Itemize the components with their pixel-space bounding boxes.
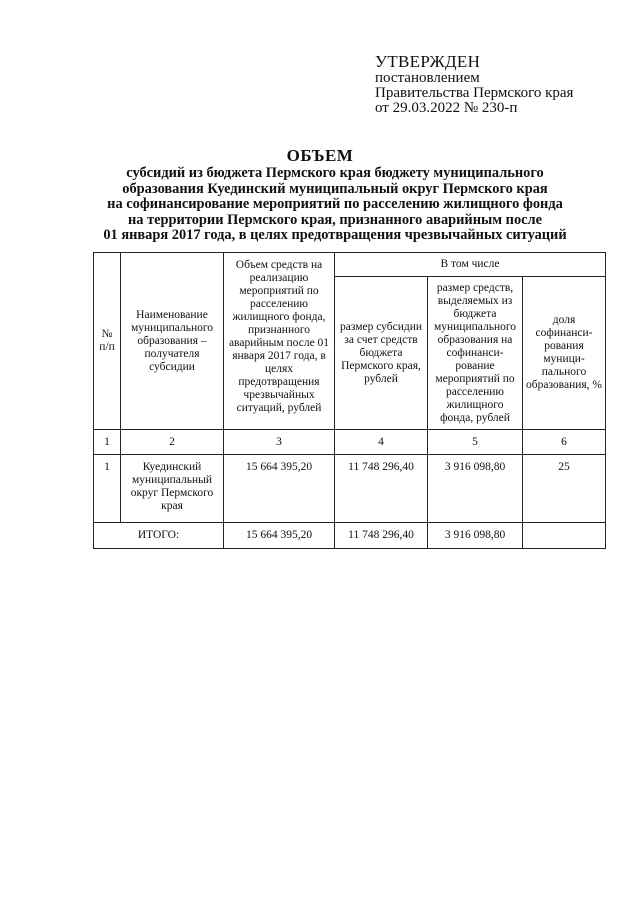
table-row (94, 455, 606, 523)
total-share (523, 523, 606, 549)
document-subtitle (80, 166, 590, 244)
row-total-amount: 15 664 395,20 (224, 455, 335, 523)
total-subsidy: 11 748 296,40 (335, 523, 428, 549)
column-number-cell: 3 (224, 430, 335, 455)
subtitle-line-3: на софинансирование мероприятий по расселению жилищного фонда (107, 196, 563, 212)
approval-line-1: постановлением (375, 70, 480, 86)
table-header-row (94, 253, 606, 277)
header-including-group: В том числе (335, 253, 606, 277)
row-municipality: Куединский муниципальный округ Пермского края (121, 455, 224, 523)
subtitle-line-2: образования Куединский муниципальный округ Пермского края (122, 180, 548, 197)
column-number-cell: 2 (121, 430, 224, 455)
subtitle-line-1: субсидий из бюджета Пермского края бюджету муниципального (126, 165, 544, 181)
document-title: ОБЪЕМ (286, 146, 354, 165)
header-municipality: Наименование муниципального образования – получателя субсидии (121, 253, 224, 430)
table-column-numbers-row (94, 430, 606, 455)
approval-stamp (375, 52, 625, 116)
approval-heading: УТВЕРЖДЕН (375, 52, 481, 71)
subsidy-table (93, 252, 606, 549)
header-municipal-funds: размер средств, выделяемых из бюджета муниципального образования на софинанси-рование мероприятий по расселению жилищного фонда, рублей (428, 277, 523, 430)
total-municipal-funds: 3 916 098,80 (428, 523, 523, 549)
header-number: № п/п (94, 253, 121, 430)
row-subsidy: 11 748 296,40 (335, 455, 428, 523)
header-total-amount: Объем средств на реализацию мероприятий по расселению жилищного фонда, признанного аварийным после 01 января 2017 года, в целях предотвращения чрезвычайных ситуаций, рублей (224, 253, 335, 430)
column-number-cell: 1 (94, 430, 121, 455)
total-label: ИТОГО: (94, 523, 224, 549)
column-number-cell: 5 (428, 430, 523, 455)
row-municipal-funds: 3 916 098,80 (428, 455, 523, 523)
header-share: доля софинанси-рования муници-пального образования, % (523, 277, 606, 430)
subtitle-line-5: 01 января 2017 года, в целях предотвращения чрезвычайных ситуаций (103, 227, 567, 243)
approval-line-3: от 29.03.2022 № 230-п (375, 100, 518, 116)
total-amount: 15 664 395,20 (224, 523, 335, 549)
row-number: 1 (94, 455, 121, 523)
approval-line-2: Правительства Пермского края (375, 85, 574, 101)
column-number-cell: 6 (523, 430, 606, 455)
subtitle-line-4: на территории Пермского края, признанного аварийным после (127, 211, 542, 228)
row-share: 25 (523, 455, 606, 523)
table-total-row (94, 523, 606, 549)
column-number-cell: 4 (335, 430, 428, 455)
header-subsidy: размер субсидии за счет средств бюджета Пермского края, рублей (335, 277, 428, 430)
